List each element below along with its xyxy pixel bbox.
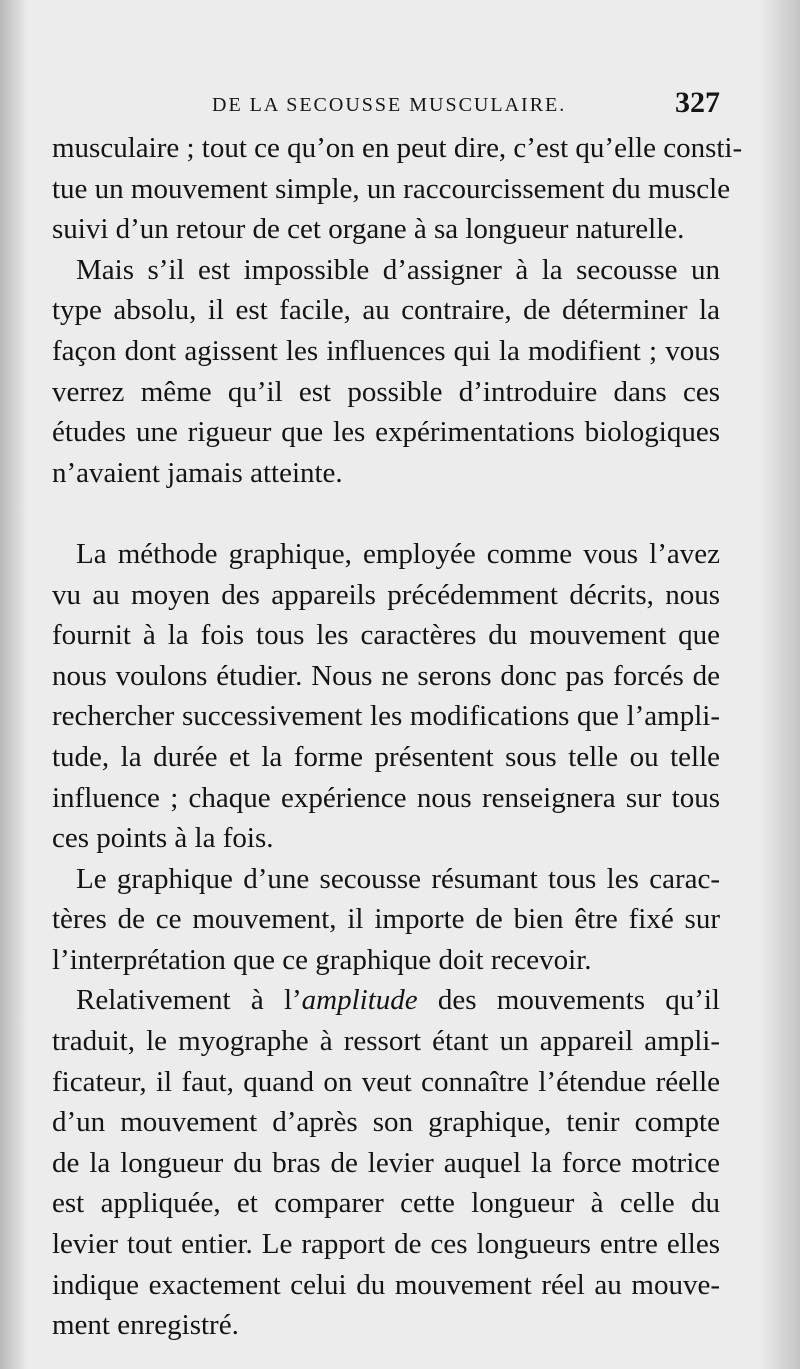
- text-line: tude, la durée et la forme présentent sous telle ou telle: [52, 740, 720, 773]
- paragraph-3: [52, 534, 720, 859]
- text-line: d’un mouvement d’après son graphique, tenir compte: [52, 1106, 720, 1139]
- paragraph-1: [52, 128, 743, 250]
- text-line: verrez même qu’il est possible d’introduire dans ces: [52, 375, 720, 408]
- paragraph-4: [52, 859, 720, 981]
- text-line: suivi d’un retour de cet organe à sa longueur naturelle.: [52, 213, 685, 246]
- body-text: [52, 128, 743, 1346]
- running-header: [52, 86, 720, 122]
- text-line: de la longueur du bras de levier auquel la force motrice: [52, 1146, 720, 1179]
- italic-term: amplitude: [301, 984, 418, 1017]
- page-edge-shadow: [760, 0, 800, 1369]
- paragraph-gap: [52, 493, 720, 534]
- text-line: La méthode graphique, employée comme vous l’avez: [76, 537, 720, 570]
- page-gutter-shadow: [0, 0, 28, 1369]
- paragraph-5: [52, 980, 720, 1345]
- paragraph-2: [52, 250, 720, 494]
- text-line: n’avaient jamais atteinte.: [52, 456, 343, 489]
- text-segment: Relativement à l’: [76, 984, 302, 1017]
- text-line: Le graphique d’une secousse résumant tous les carac-: [76, 862, 720, 895]
- text-line: nous voulons étudier. Nous ne serons donc pas forcés de: [52, 659, 720, 692]
- text-line: Mais s’il est impossible d’assigner à la secousse un: [76, 253, 720, 286]
- text-line: influence ; chaque expérience nous renseignera sur tous: [52, 781, 720, 814]
- text-line: études une rigueur que les expérimentations biologiques: [52, 416, 720, 449]
- text-line: tue un mouvement simple, un raccourcissement du muscle: [52, 172, 731, 205]
- text-line: musculaire ; tout ce qu’on en peut dire, c’est qu’elle consti-: [52, 132, 743, 164]
- text-line: [52, 980, 720, 1021]
- running-title: DE LA SECOUSSE MUSCULAIRE.: [212, 94, 567, 116]
- text-line: type absolu, il est facile, au contraire, de déterminer la: [52, 294, 720, 327]
- text-line: l’interprétation que ce graphique doit recevoir.: [52, 943, 592, 976]
- text-line: traduit, le myographe à ressort étant un appareil ampli-: [52, 1025, 720, 1058]
- text-line: tères de ce mouvement, il importe de bien être fixé sur: [52, 903, 720, 936]
- text-line: fournit à la fois tous les caractères du mouvement que: [52, 619, 720, 652]
- text-line: façon dont agissent les influences qui la modifient ; vous: [52, 334, 720, 367]
- text-line: vu au moyen des appareils précédemment décrits, nous: [52, 578, 720, 611]
- text-line: ficateur, il faut, quand on veut connaître l’étendue réelle: [52, 1065, 720, 1098]
- text-segment: des mouvements qu’il: [417, 984, 720, 1017]
- text-line: est appliquée, et comparer cette longueur à celle du: [52, 1187, 720, 1220]
- text-line: ment enregistré.: [52, 1309, 239, 1342]
- page-number: 327: [675, 86, 720, 119]
- text-line: rechercher successivement les modifications que l’ampli-: [52, 700, 720, 733]
- text-line: indique exactement celui du mouvement réel au mouve-: [52, 1268, 720, 1301]
- text-line: levier tout entier. Le rapport de ces longueurs entre elles: [52, 1228, 720, 1261]
- text-line: ces points à la fois.: [52, 822, 274, 855]
